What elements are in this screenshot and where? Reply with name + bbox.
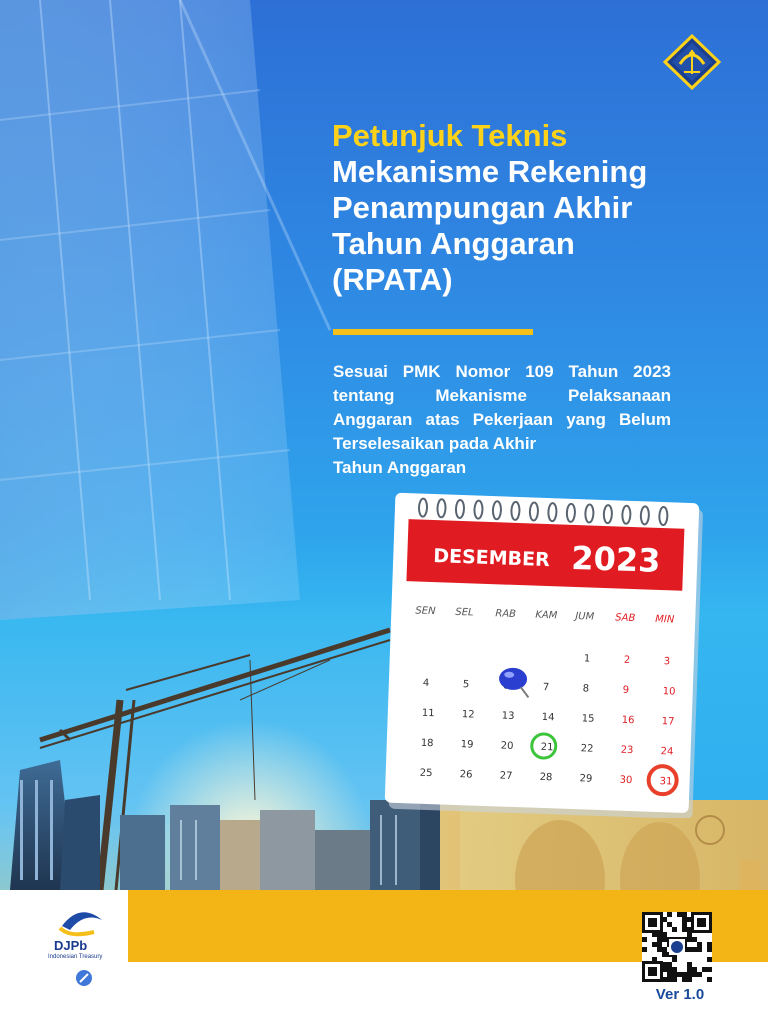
calendar-year: 2023 bbox=[570, 538, 662, 580]
weekday-label: MIN bbox=[655, 613, 675, 626]
weekday-label: SAB bbox=[615, 612, 636, 625]
calendar-day: 17 bbox=[661, 716, 675, 728]
calendar-day: 25 bbox=[419, 767, 433, 780]
calendar-day: 23 bbox=[620, 744, 634, 757]
calendar-day: 31 bbox=[659, 776, 673, 788]
qr-code bbox=[642, 912, 712, 982]
calendar-day: 20 bbox=[500, 740, 514, 752]
kemenkeu-emblem bbox=[662, 34, 722, 90]
calendar-day: 26 bbox=[459, 769, 473, 781]
calendar-day: 12 bbox=[461, 709, 475, 721]
faded-skyscraper bbox=[0, 0, 330, 620]
december-calendar bbox=[380, 488, 710, 818]
calendar-day: 22 bbox=[580, 743, 594, 755]
calendar-day: 8 bbox=[582, 683, 590, 695]
djpb-logo-text: DJPb bbox=[54, 938, 88, 953]
calendar-day: 4 bbox=[422, 677, 430, 689]
calendar-day: 30 bbox=[619, 774, 633, 787]
document-title bbox=[332, 118, 702, 298]
version-label: Ver 1.0 bbox=[655, 986, 705, 1003]
calendar-day: 15 bbox=[581, 713, 595, 725]
subtitle-body: Sesuai PMK Nomor 109 Tahun 2023 tentang Mekanisme Pelaksanaan Anggaran atas Pekerjaan yang Belum Terselesaikan pada Akhir bbox=[333, 362, 671, 453]
calendar-day: 16 bbox=[621, 714, 635, 727]
title-line-5: (RPATA) bbox=[332, 262, 453, 297]
calendar-day: 1 bbox=[583, 653, 591, 665]
weekday-label: RAB bbox=[495, 608, 517, 620]
weekday-label: SEN bbox=[415, 605, 436, 618]
calendar-day: 21 bbox=[540, 741, 554, 754]
subtitle-last-line: Tahun Anggaran bbox=[333, 458, 467, 477]
calendar-day: 27 bbox=[499, 770, 513, 782]
weekday-label: SEL bbox=[455, 606, 474, 619]
regulation-subtitle bbox=[333, 360, 671, 480]
calendar-day: 28 bbox=[539, 771, 553, 784]
weekday-label: KAM bbox=[535, 609, 558, 622]
title-line-2: Mekanisme Rekening bbox=[332, 154, 648, 189]
title-line-3: Penampungan Akhir bbox=[332, 190, 633, 225]
calendar-day: 9 bbox=[622, 684, 630, 696]
title-divider bbox=[333, 329, 533, 335]
calendar-day: 19 bbox=[460, 739, 474, 751]
calendar-day: 5 bbox=[462, 679, 470, 691]
calendar-day: 13 bbox=[501, 710, 515, 722]
calendar-day: 29 bbox=[579, 773, 593, 785]
calendar-month: DESEMBER bbox=[432, 545, 551, 572]
calendar-day: 11 bbox=[421, 707, 435, 720]
calendar-day: 3 bbox=[663, 656, 671, 668]
title-line-4: Tahun Anggaran bbox=[332, 226, 575, 261]
calendar-day: 2 bbox=[623, 654, 631, 666]
calendar-day: 24 bbox=[660, 746, 674, 758]
calendar-day: 18 bbox=[420, 737, 434, 750]
weekday-label: JUM bbox=[575, 611, 595, 623]
calendar-day: 7 bbox=[542, 681, 550, 694]
calendar-day: 10 bbox=[662, 686, 676, 698]
djpb-tagline: Indonesian Treasury bbox=[48, 954, 103, 960]
calendar-day: 14 bbox=[541, 711, 555, 724]
title-line-1: Petunjuk Teknis bbox=[332, 118, 568, 153]
